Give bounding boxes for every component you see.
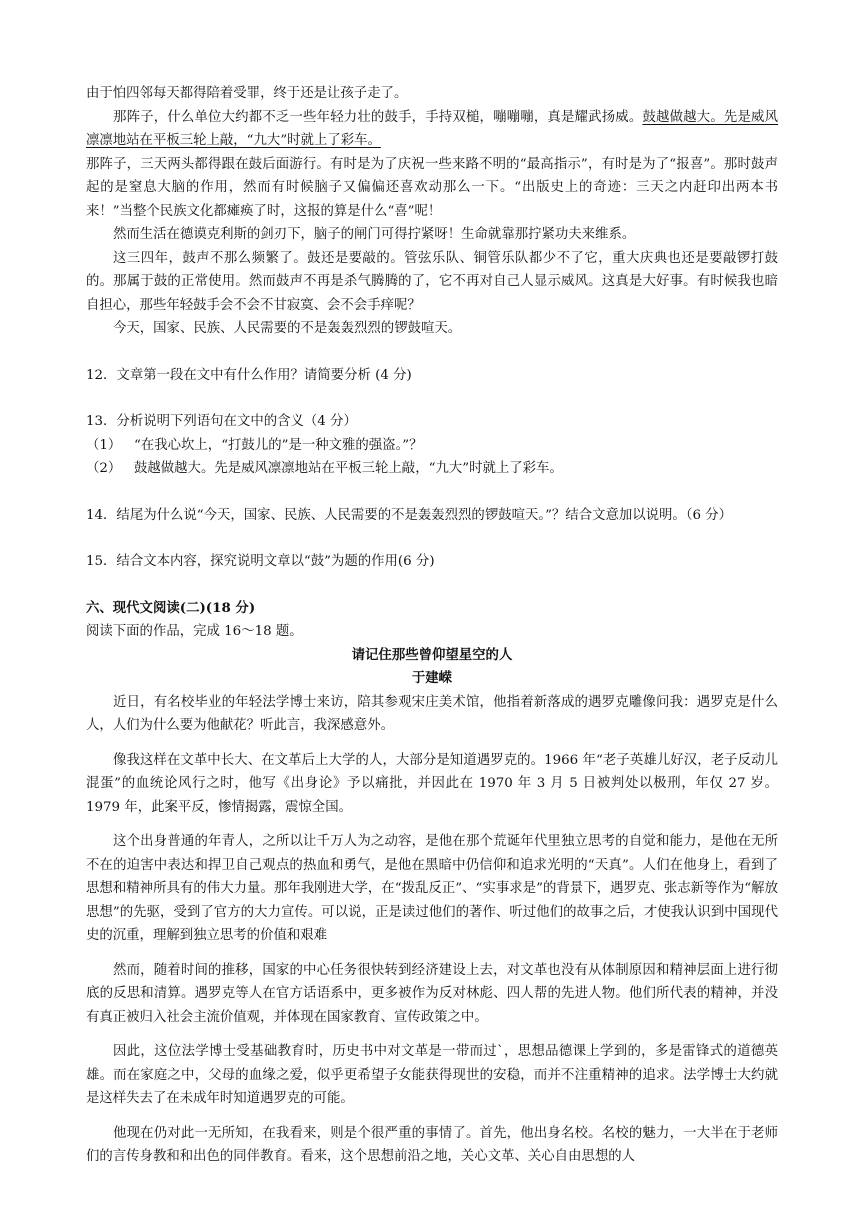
underlined-sentence: 鼓越做越大。先是威风凛凛地站在平板三轮上敲，“九大”时就上了彩车。 [86, 109, 779, 148]
paragraph: 然而，随着时间的推移，国家的中心任务很快转到经济建设上去，对文革也没有从体制原因和精神层面上进行彻底的反思和清算。遇罗克等人在官方话语系中，更多被作为反对林彪、四人帮的先进人物。他们所代表的精神，并没有真正被归入社会主流价值观，并体现在国家教育、宣传政策之中。 [86, 962, 778, 1025]
paragraph: 今天，国家、民族、人民需要的不是轰轰烈烈的锣鼓喧天。 [113, 321, 462, 336]
spacer [86, 574, 778, 597]
spacer [86, 1029, 778, 1040]
paragraph: 近日，有名校毕业的年轻法学博士来访，陪其参观宋庄美术馆，他指着新落成的遇罗克雕像问我：遇罗克是什么人，人们为什么要为他献花？听此言，我深感意外。 [86, 694, 778, 733]
spacer [86, 1111, 778, 1122]
question-13: 13．分析说明下列语句在文中的含义（4 分） [86, 414, 357, 429]
item-label: （1） [86, 437, 122, 453]
item-label: （2） [86, 461, 122, 476]
item-text: “在我心坎上，“打鼓儿的”是一种文雅的强盗。”？ [134, 437, 423, 453]
document-page [86, 82, 778, 1169]
spacer [86, 527, 778, 550]
question-14: 14．结尾为什么说“今天，国家、民族、人民需要的不是轰轰烈烈的锣鼓喧天。”？结合文意加以说明。（6 分） [86, 507, 733, 523]
section-heading: 六、现代文阅读(二)(18 分) [86, 599, 256, 616]
spacer [86, 948, 778, 959]
spacer [86, 481, 778, 504]
spacer [86, 738, 778, 749]
article-author: 于建嵘 [411, 670, 453, 686]
item-text: 鼓越做越大。先是威风凛凛地站在平板三轮上敲，“九大”时就上了彩车。 [134, 461, 563, 476]
spacer [86, 341, 778, 364]
paragraph [86, 106, 778, 153]
paragraph: 然而生活在德谟克利斯的剑刃下，脑子的闸门可得拧紧呀！生命就靠那拧紧功夫来维系。 [113, 227, 636, 242]
paragraph: 这个出身普通的年青人，之所以让千万人为之动容，是他在那个荒诞年代里独立思考的自觉和能力，是他在无所不在的迫害中表达和捍卫自己观点的热血和勇气，是他在黑暗中仍信仰和追求光明的“天真”。人们在他身上，看到了思想和精神所具有的伟大力量。那年我刚进大学，在“拨乱反正”、“实事求是”的背景下，遇罗克、张志新等作为“解放思想”的先驱，受到了官方的大力宣传。可以说，正是读过他们的著作、听过他们的故事之后，才使我认识到中国现代史的沉重，理解到独立思考的价值和艰难 [86, 834, 778, 943]
paragraph: 由于怕四邻每天都得陪着受罪，终于还是让孩子走了。 [86, 86, 408, 101]
question-13-item-2 [86, 457, 778, 481]
spacer [86, 819, 778, 830]
section-instruction: 阅读下面的作品，完成 16～18 题。 [86, 624, 303, 639]
spacer [86, 387, 778, 410]
question-13-item-1 [86, 434, 778, 458]
article-title: 请记住那些曾仰望星空的人 [351, 646, 513, 663]
paragraph: 像我这样在文革中长大、在文革后上大学的人，大部分是知道遇罗克的。1966 年“老子英雄儿好汉，老子反动儿混蛋”的血统论风行之时，他写《出身论》予以痛批，并因此在 1970 年 3 月 5 日被判处以极刑，年仅 27 岁。1979 年，此案平反，惨情揭露，震惊全国。 [86, 752, 778, 815]
paragraph: 因此，这位法学博士受基础教育时，历史书中对文革是一带而过`，思想品德课上学到的，多是雷锋式的道德英雄。而在家庭之中，父母的血缘之爱，似乎更希望子女能获得现世的安稳，而并不注重精神的追求。法学博士大约就是这样失去了在未成年时知道遇罗克的可能。 [86, 1044, 778, 1106]
paragraph: 他现在仍对此一无所知，在我看来，则是个很严重的事情了。首先，他出身名校。名校的魅力，一大半在于老师们的言传身教和和出色的同伴教育。看来，这个思想前沿之地，关心文革、关心自由思想的人 [86, 1125, 778, 1164]
paragraph: 这三四年，鼓声不那么频繁了。鼓还是要敲的。管弦乐队、铜管乐队都少不了它，重大庆典也还是要敲锣打鼓的。那属于鼓的正常使用。然而鼓声不再是杀气腾腾的了，它不再对自己人显示威风。这真是大好事。有时候我也暗自担心，那些年轻鼓手会不会不甘寂寞、会不会手痒呢？ [86, 250, 778, 313]
question-12: 12．文章第一段在文中有什么作用？请简要分析 (4 分) [86, 367, 412, 383]
paragraph-text: 那阵子，什么单位大约都不乏一些年轻力壮的鼓手，手持双槌，嘣嘣嘣，真是耀武扬威。 [113, 109, 643, 125]
paragraph: 那阵子，三天两头都得跟在鼓后面游行。有时是为了庆祝一些来路不明的“最高指示”，有时是为了“报喜”。那时鼓声起的是窒息大脑的作用，然而有时候脑子又偏偏还喜欢动那么一下。“出版史上的奇迹：三天之内赶印出两本书来！”当整个民族文化都瘫痪了时，这报的算是什么“喜”呢！ [86, 156, 778, 219]
question-15: 15．结合文本内容，探究说明文章以“鼓”为题的作用(6 分) [86, 554, 435, 569]
